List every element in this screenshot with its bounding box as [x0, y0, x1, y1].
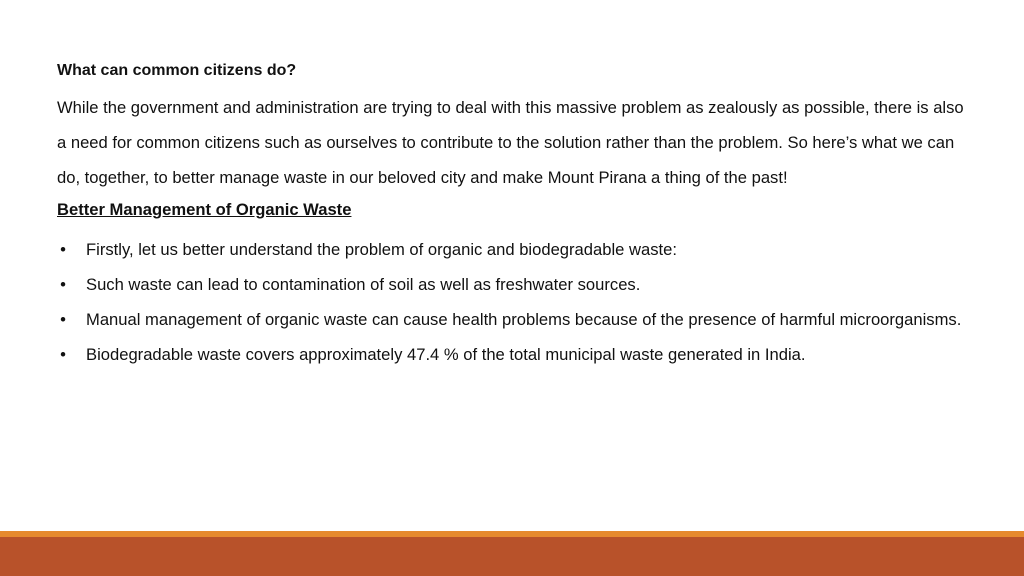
bullet-text: Manual management of organic waste can cause health problems because of the presence of harmful microorganisms.	[86, 310, 962, 329]
section-title: Better Management of Organic Waste	[57, 200, 352, 219]
slide-content	[57, 59, 967, 372]
bullet-icon: •	[60, 240, 66, 259]
slide-heading: What can common citizens do?	[57, 62, 297, 79]
bullet-icon: •	[60, 310, 66, 329]
bullet-text: Such waste can lead to contamination of soil as well as freshwater sources.	[86, 275, 641, 294]
bullet-text: Firstly, let us better understand the problem of organic and biodegradable waste:	[86, 240, 677, 259]
bullet-item	[57, 302, 967, 337]
bullet-item	[57, 232, 967, 267]
bullet-item	[57, 337, 967, 372]
bullet-text: Biodegradable waste covers approximately 47.4 % of the total municipal waste generated in India.	[86, 345, 806, 364]
intro-paragraph: While the government and administration are trying to deal with this massive problem as zealously as possible, there is also a need for common citizens such as ourselves to contribute to the solution rather than the problem. So here’s what we can do, together, to better manage waste in our beloved city and make Mount Pirana a thing of the past!	[57, 98, 964, 187]
footer-band	[0, 537, 1024, 576]
bullet-item	[57, 267, 967, 302]
bullet-list	[57, 232, 967, 372]
bullet-icon: •	[60, 345, 66, 364]
bullet-icon: •	[60, 275, 66, 294]
